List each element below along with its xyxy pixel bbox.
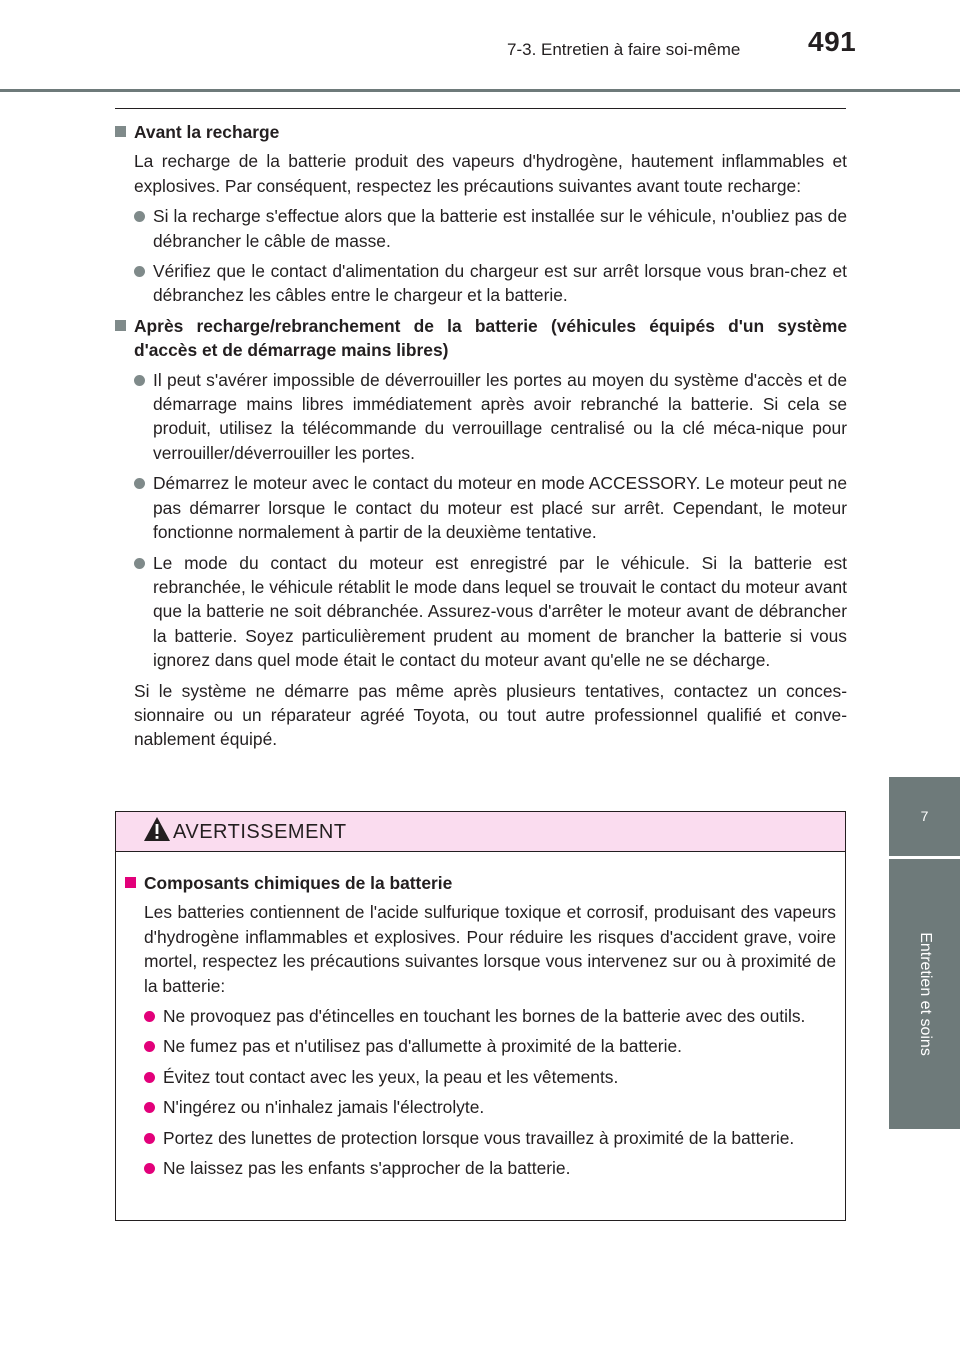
list-item: Il peut s'avérer impossible de déverrouiller les portes au moyen du système d'accès et de démarrage mains libres immédiatement après avoir rebranché la batterie. Si cela se produit, utilisez la télécommande du verrouillage centralisé ou la clé méca-nique pour verrouiller/déverrouiller les portes.	[115, 368, 847, 466]
circle-bullet-icon	[134, 211, 145, 222]
circle-bullet-icon	[144, 1072, 155, 1083]
circle-bullet-icon	[134, 558, 145, 569]
circle-bullet-icon	[134, 375, 145, 386]
warning-list-item: N'ingérez ou n'inhalez jamais l'électrolyte.	[125, 1095, 836, 1119]
content-rule	[115, 108, 846, 109]
circle-bullet-icon	[144, 1133, 155, 1144]
list-item: Vérifiez que le contact d'alimentation du chargeur est sur arrêt lorsque vous bran-chez et débranchez les câbles entre le chargeur et la batterie.	[115, 259, 847, 308]
circle-bullet-icon	[134, 478, 145, 489]
circle-bullet-icon	[134, 266, 145, 277]
warning-triangle-icon	[143, 816, 171, 842]
warning-list-item: Portez des lunettes de protection lorsque vous travaillez à proximité de la batterie.	[125, 1126, 836, 1150]
warning-header	[116, 812, 845, 852]
warning-title: AVERTISSEMENT	[173, 821, 347, 843]
header-rule	[0, 89, 960, 92]
header-section-title: 7-3. Entretien à faire soi-même	[507, 40, 741, 59]
warning-body	[116, 852, 845, 1180]
warning-box	[115, 811, 846, 1221]
chapter-tab-label[interactable]	[889, 859, 960, 1129]
chapter-tab-title: Entretien et soins	[916, 932, 934, 1056]
list-item: Démarrez le moteur avec le contact du moteur en mode ACCESSORY. Le moteur peut ne pas démarrer lorsque le contact du moteur est placé sur arrêt. Cependant, le moteur fonctionne normalement à partir de la deuxième tentative.	[115, 471, 847, 544]
warning-list-item: Évitez tout contact avec les yeux, la peau et les vêtements.	[125, 1065, 836, 1089]
warning-list-item: Ne fumez pas et n'utilisez pas d'allumette à proximité de la batterie.	[125, 1034, 836, 1058]
circle-bullet-icon	[144, 1011, 155, 1022]
page-number: 491	[808, 26, 857, 57]
section-heading: Après recharge/rebranchement de la batterie (véhicules équipés d'un système d'accès et de démarrage mains libres)	[115, 314, 847, 363]
square-bullet-icon	[125, 877, 136, 888]
main-content	[115, 120, 847, 758]
circle-bullet-icon	[144, 1163, 155, 1174]
warning-heading: Composants chimiques de la batterie	[125, 871, 836, 895]
warning-list-item: Ne provoquez pas d'étincelles en touchant les bornes de la batterie avec des outils.	[125, 1004, 836, 1028]
section-outro: Si le système ne démarre pas même après plusieurs tentatives, contactez un conces-sionnaire ou un réparateur agréé Toyota, ou tout autre professionnel qualifié et conve-nablement équipé.	[134, 680, 847, 750]
warning-list-item: Ne laissez pas les enfants s'approcher de la batterie.	[125, 1156, 836, 1180]
square-bullet-icon	[115, 320, 126, 331]
circle-bullet-icon	[144, 1041, 155, 1052]
warning-intro: Les batteries contiennent de l'acide sulfurique toxique et corrosif, produisant des vapeurs d'hydrogène inflammables et explosives. Pour réduire les risques d'accident grave, voire mortel, respectez les précautions suivantes lorsque vous intervenez sur ou à proximité de la batterie:	[144, 902, 836, 996]
circle-bullet-icon	[144, 1102, 155, 1113]
square-bullet-icon	[115, 126, 126, 137]
chapter-tab-number[interactable]: 7	[889, 777, 960, 856]
section-heading: Avant la recharge	[115, 120, 847, 144]
list-item: Si la recharge s'effectue alors que la batterie est installée sur le véhicule, n'oubliez pas de débrancher le câble de masse.	[115, 204, 847, 253]
list-item: Le mode du contact du moteur est enregistré par le véhicule. Si la batterie est rebranchée, le véhicule rétablit le mode dans lequel se trouvait le contact du moteur avant que la batterie ne soit débranchée. Assurez-vous d'arrêter le moteur avant de débrancher la batterie. Soyez particulièrement prudent au moment de brancher la batterie si vous ignorez dans quel mode était le contact du moteur avant qu'elle ne se décharge.	[115, 551, 847, 673]
section-intro: La recharge de la batterie produit des vapeurs d'hydrogène, hautement inflammables et explosives. Par conséquent, respectez les précautions suivantes avant toute recharge:	[134, 151, 847, 196]
